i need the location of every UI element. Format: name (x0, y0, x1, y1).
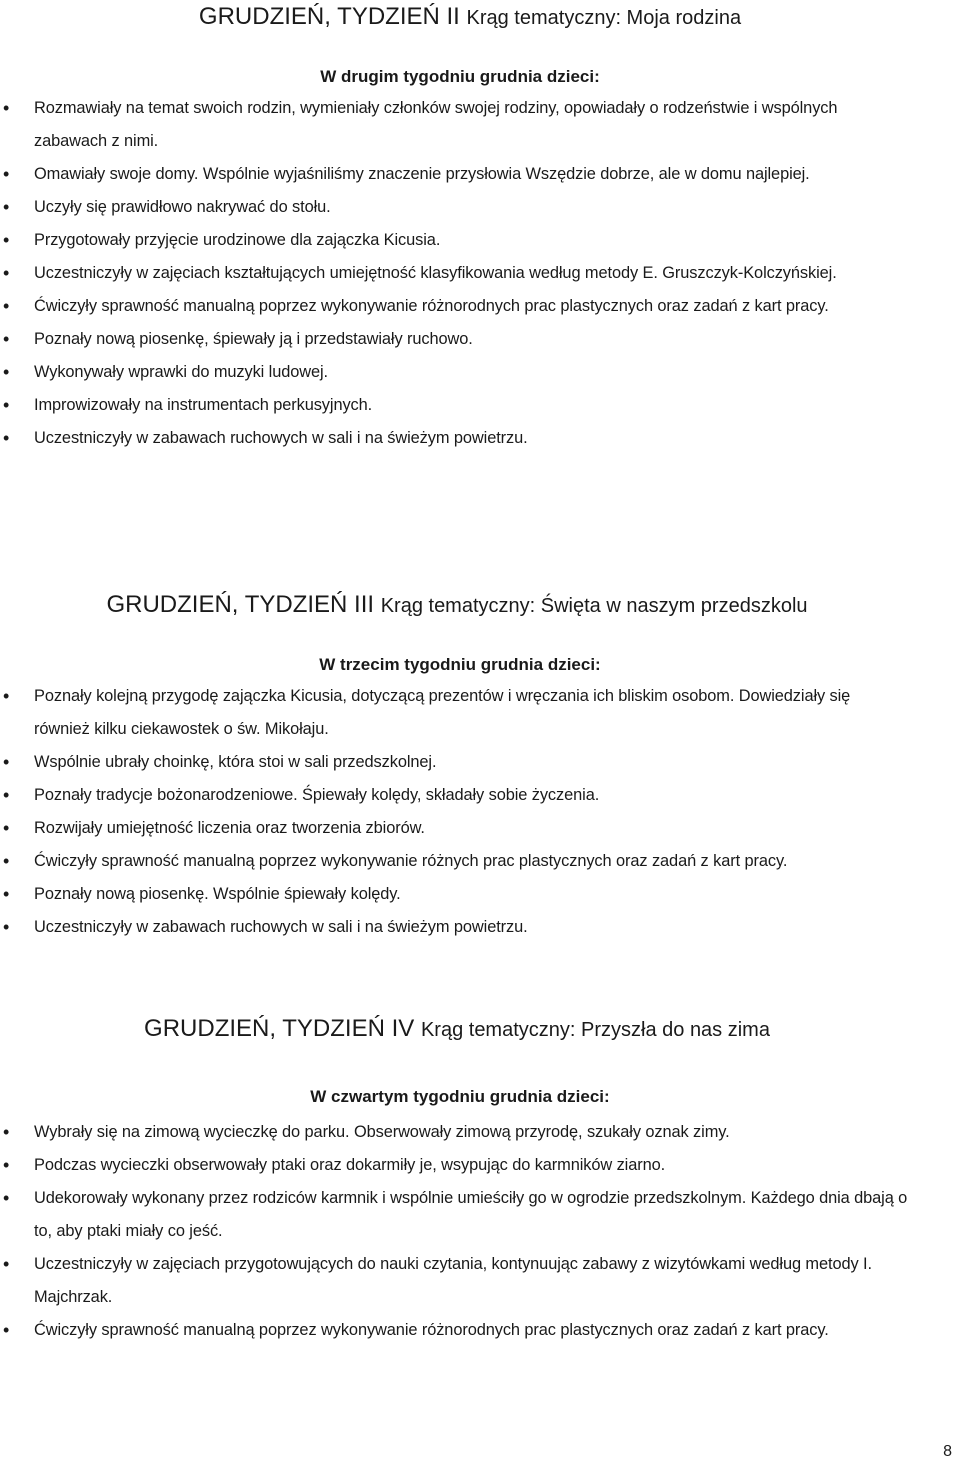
section-title-theme: Krąg tematyczny: Moja rodzina (466, 7, 742, 29)
section-title-theme: Krąg tematyczny: Przyszła do nas zima (420, 1019, 770, 1041)
section-subheading: W czwartym tygodniu grudnia dzieci: (310, 1087, 610, 1106)
activity-list (0, 92, 910, 455)
section-title (0, 2, 940, 33)
section-title-main: GRUDZIEŃ, TYDZIEŃ III (106, 591, 375, 618)
section-subheading: W trzecim tygodniu grudnia dzieci: (319, 655, 601, 674)
section-title (0, 590, 914, 621)
activity-list (0, 680, 910, 944)
list-item: • Rozmawiały na temat swoich rodzin, wymieniały członków swojej rodziny, opowiadały o rodzeństwie i wspólnych zabawach z nimi. (0, 92, 910, 158)
list-item: • Ćwiczyły sprawność manualną poprzez wykonywanie różnych prac plastycznych oraz zadań z kart pracy. (0, 845, 910, 878)
activity-list (0, 1116, 910, 1347)
list-item: • Uczestniczyły w zabawach ruchowych w sali i na świeżym powietrzu. (0, 422, 910, 455)
list-item: • Rozwijały umiejętność liczenia oraz tworzenia zbiorów. (0, 812, 910, 845)
list-item: • Poznały nową piosenkę, śpiewały ją i przedstawiały ruchowo. (0, 323, 910, 356)
list-item: • Poznały tradycje bożonarodzeniowe. Śpiewały kolędy, składały sobie życzenia. (0, 779, 910, 812)
list-item: • Uczyły się prawidłowo nakrywać do stołu. (0, 191, 910, 224)
list-item: • Omawiały swoje domy. Wspólnie wyjaśniliśmy znaczenie przysłowia Wszędzie dobrze, ale w domu najlepiej. (0, 158, 910, 191)
list-item: • Ćwiczyły sprawność manualną poprzez wykonywanie różnorodnych prac plastycznych oraz zadań z kart pracy. (0, 290, 910, 323)
list-item: • Wykonywały wprawki do muzyki ludowej. (0, 356, 910, 389)
list-item: • Poznały nową piosenkę. Wspólnie śpiewały kolędy. (0, 878, 910, 911)
section-subheading: W drugim tygodniu grudnia dzieci: (320, 67, 600, 86)
section-title (0, 1014, 914, 1045)
list-item: • Wspólnie ubrały choinkę, która stoi w sali przedszkolnej. (0, 746, 910, 779)
section-title-main: GRUDZIEŃ, TYDZIEŃ IV (144, 1015, 415, 1042)
list-item: • Uczestniczyły w zajęciach kształtujących umiejętność klasyfikowania według metody E. Gruszczyk-Kolczyńskiej. (0, 257, 910, 290)
list-item: • Udekorowały wykonany przez rodziców karmnik i wspólnie umieściły go w ogrodzie przedszkolnym. Każdego dnia dbają o to, aby ptaki miały co jeść. (0, 1182, 910, 1248)
list-item: • Uczestniczyły w zajęciach przygotowujących do nauki czytania, kontynuując zabawy z wizytówkami według metody I. Majchrzak. (0, 1248, 910, 1314)
list-item: • Ćwiczyły sprawność manualną poprzez wykonywanie różnorodnych prac plastycznych oraz zadań z kart pracy. (0, 1314, 910, 1347)
section-title-main: GRUDZIEŃ, TYDZIEŃ II (198, 3, 460, 30)
list-item: • Przygotowały przyjęcie urodzinowe dla zajączka Kicusia. (0, 224, 910, 257)
section-title-theme: Krąg tematyczny: Święta w naszym przedszkolu (380, 595, 808, 617)
list-item: • Uczestniczyły w zabawach ruchowych w sali i na świeżym powietrzu. (0, 911, 910, 944)
page-number: 8 (943, 1443, 952, 1460)
list-item: • Wybrały się na zimową wycieczkę do parku. Obserwowały zimową przyrodę, szukały oznak zimy. (0, 1116, 910, 1149)
list-item: • Podczas wycieczki obserwowały ptaki oraz dokarmiły je, wsypując do karmników ziarno. (0, 1149, 910, 1182)
list-item: • Improwizowały na instrumentach perkusyjnych. (0, 389, 910, 422)
list-item: • Poznały kolejną przygodę zajączka Kicusia, dotyczącą prezentów i wręczania ich bliskim osobom. Dowiedziały się również kilku ciekawostek o św. Mikołaju. (0, 680, 910, 746)
